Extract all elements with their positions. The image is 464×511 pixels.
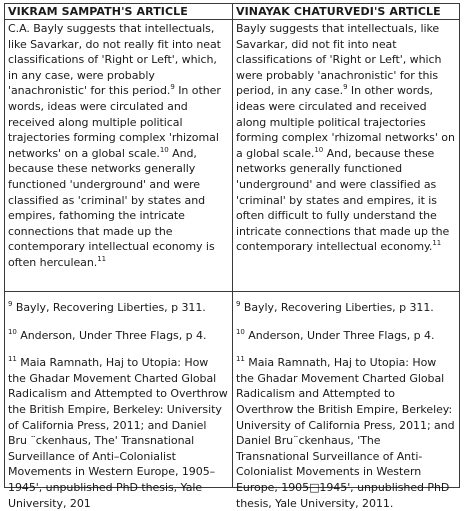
left-footnotes-cell [5, 292, 232, 510]
left-article-cell [5, 20, 232, 291]
right-fn11-text: Maia Ramnath, Haj to Utopia: How the Ghadar Movement Charted Global Radicalism and Attempted to Overthrow the British Empire, Berkeley: University of California Press, 2011; and Daniel Bru¨ckenhaus, 'The Transnational Surveillance of Anti-Colonialist Movements in Western Europe, 1905□1945', unpublished PhD thesis, Yale University, 2011. [236, 356, 455, 510]
right-text-a: Bayly suggests that intellectuals, like Savarkar, did not fit into neat classifications of 'Right or Left', which were probably 'anachronistic' for this period, in any case. [236, 22, 442, 98]
left-fn10-text: Anderson, Under Three Flags, p 4. [16, 328, 207, 342]
right-footnote-11 [236, 355, 455, 511]
left-sup-b: 10 [159, 145, 169, 154]
left-sup-a: 9 [170, 83, 175, 92]
right-article-paragraph [236, 21, 455, 255]
header-left: VIKRAM SAMPATH'S ARTICLE [8, 5, 188, 18]
right-fn10-number: 10 [236, 327, 245, 336]
left-text-b: In other words, ideas were circulated and received along multiple political trajectories forming complex 'rhizomal networks' on a global scale. [8, 84, 221, 160]
right-article-cell [232, 20, 459, 291]
left-text-a: C.A. Bayly suggests that intellectuals, like Savarkar, do not really fit into neat classifications of 'Right or Left', which, in any case, were probably 'anachronistic' for this period. [8, 22, 221, 98]
table-header-row [5, 4, 459, 19]
left-fn9-number: 9 [8, 300, 13, 308]
left-fn9-text: Bayly, Recovering Liberties, p 311. [12, 301, 206, 314]
left-sup-c: 11 [97, 254, 107, 263]
left-text-c: And, because these networks generally functioned 'underground' and were classified as 'criminal' by states and empires, fathoming the intricate connections that made up the contemporary intellectual economy is often herculean. [8, 146, 215, 269]
footnotes-row [5, 291, 459, 510]
right-sup-b: 10 [314, 145, 324, 154]
comparison-table [4, 3, 460, 510]
right-footnote-10 [236, 328, 455, 344]
right-text-c: And, because these networks generally functioned 'underground' and were classified as 'criminal' by states and empires, it is often difficult to fully understand the intricate connections that made up the contemporary intellectual economy. [236, 146, 450, 254]
left-footnote-9 [8, 300, 228, 316]
left-article-paragraph [8, 21, 228, 271]
article-text-row [5, 19, 459, 291]
left-fn10-number: 10 [8, 327, 17, 336]
right-footnotes-cell [232, 292, 459, 510]
right-sup-a: 9 [343, 83, 348, 92]
left-fn11-number: 11 [8, 355, 17, 364]
right-fn11-number: 11 [236, 355, 245, 364]
right-footnote-9 [236, 300, 455, 316]
right-sup-c: 11 [432, 239, 442, 248]
left-footnote-11 [8, 355, 228, 511]
left-fn11-text: Maia Ramnath, Haj to Utopia: How the Ghadar Movement Charted Global Radicalism and Attempted to Overthrow the British Empire, Berkeley: University of California Press, 2011; and Daniel Bru ¨ckenhaus, The' Transnational Surveillance of Anti–Colonialist Movements in Western Europe, 1905–1945', unpublished PhD thesis, Yale University, 201 [8, 356, 228, 510]
left-footnote-10 [8, 328, 228, 344]
right-fn10-text: Anderson, Under Three Flags, p 4. [244, 328, 435, 342]
right-fn9-text: Bayly, Recovering Liberties, p 311. [240, 301, 434, 314]
right-text-b: In other words, ideas were circulated and received along multiple political trajectories forming complex 'rhizomal networks' on a global scale. [236, 84, 455, 160]
header-right: VINAYAK CHATURVEDI'S ARTICLE [232, 4, 459, 19]
right-fn9-number: 9 [236, 300, 241, 308]
